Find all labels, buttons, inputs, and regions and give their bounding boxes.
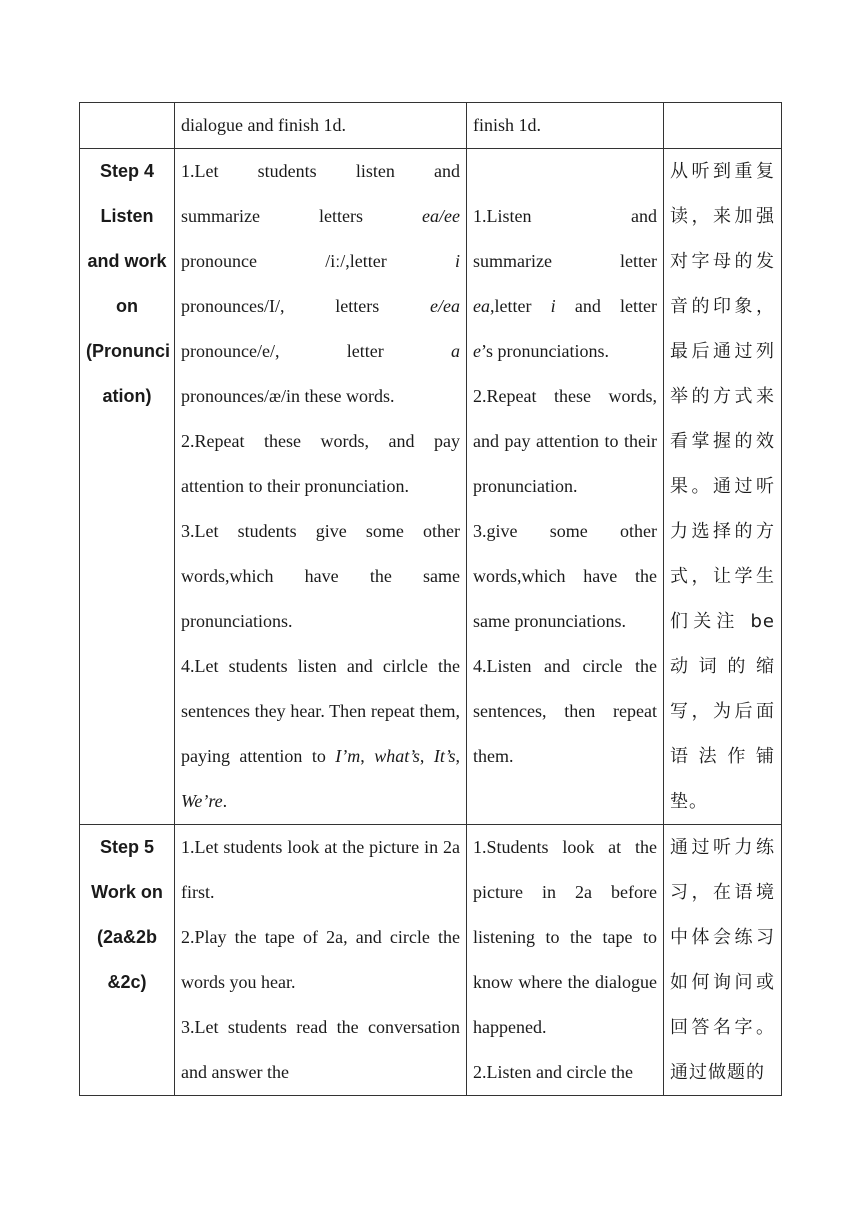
teacher-item-3: 3.Let students give some other words,which have the same pronunciations. — [181, 521, 460, 631]
text: , — [360, 746, 375, 766]
text: i — [454, 251, 460, 271]
student-item-1: 1.Students look at the picture in 2a before listening to the tape to know where the dialogue happened. — [473, 837, 657, 1037]
teacher-item-4 — [181, 644, 460, 824]
text: what’s — [374, 746, 420, 766]
teacher-line — [181, 284, 460, 329]
step5-purpose-cell: 通过听力练习，在语境中体会练习如何询问或回答名字。通过做题的 — [664, 825, 782, 1096]
step4-student-cell — [467, 149, 664, 825]
text: pronounce /iː/,letter — [181, 251, 455, 271]
text: . — [222, 791, 228, 811]
teacher-line — [181, 149, 460, 194]
step-title-line: &2c) — [107, 972, 147, 992]
student-activity-cell — [467, 103, 664, 149]
student-line — [473, 239, 657, 284]
teacher-text: dialogue and finish 1d. — [181, 115, 346, 135]
step4-title-cell — [80, 149, 175, 825]
student-line — [473, 329, 657, 374]
teacher-line — [181, 194, 460, 239]
step-title-line: Work on — [91, 882, 163, 902]
step4-teacher-cell — [175, 149, 467, 825]
student-item-2: 2.Repeat these words, and pay attention to their pronunciation. — [473, 386, 657, 496]
text: 1.Let students listen and — [181, 161, 460, 181]
text: , — [419, 746, 434, 766]
teacher-line — [181, 329, 460, 374]
step-title-line: Listen — [100, 206, 154, 226]
spacer-line — [473, 149, 657, 194]
text: 1.Listen and — [473, 206, 657, 226]
text: ea/ee — [422, 206, 460, 226]
text: summarize letters — [181, 206, 423, 226]
student-item-3: 3.give some other words,which have the same pronunciations. — [473, 521, 657, 631]
teacher-line — [181, 239, 460, 284]
text: It’s — [433, 746, 456, 766]
step-title-line: and work — [87, 251, 167, 271]
student-line — [473, 284, 657, 329]
step-title-line: on — [116, 296, 138, 316]
step5-teacher-cell — [175, 825, 467, 1096]
purpose-cell-empty — [664, 103, 782, 149]
text: pronounce/e/, letter — [181, 341, 451, 361]
text: and letter — [555, 296, 657, 316]
text: ea — [473, 296, 490, 316]
teacher-item-3: 3.Let students read the conversation and answer the — [181, 1017, 460, 1082]
table-row — [80, 103, 782, 149]
student-line — [473, 194, 657, 239]
teacher-line: pronounces/æ/in these words. — [181, 386, 395, 406]
lesson-plan-table — [79, 102, 782, 1096]
student-item-2: 2.Listen and circle the — [473, 1062, 633, 1082]
teacher-item-2: 2.Play the tape of 2a, and circle the words you hear. — [181, 927, 460, 992]
text: pronounces/I/, letters — [181, 296, 431, 316]
text: I’m — [335, 746, 361, 766]
teacher-item-2: 2.Repeat these words, and pay attention to their pronunciation. — [181, 431, 460, 496]
student-item-4: 4.Listen and circle the sentences, then repeat them. — [473, 656, 657, 766]
step-cell-empty — [80, 103, 175, 149]
text: ’s pronunciations. — [481, 341, 609, 361]
text: We’re — [181, 791, 223, 811]
teacher-activity-cell — [175, 103, 467, 149]
step4-purpose-cell: 从听到重复读，来加强对字母的发音的印象，最后通过列举的方式来看掌握的效果。通过听力选择的方式，让学生们关注 be 动词的缩写，为后面语法作铺垫。 — [664, 149, 782, 825]
step5-title-cell — [80, 825, 175, 1096]
student-text: finish 1d. — [473, 115, 542, 135]
teacher-item-1: 1.Let students look at the picture in 2a first. — [181, 837, 460, 902]
step-title-line: Step 4 — [99, 161, 155, 181]
text: e — [473, 341, 481, 361]
text: 4.Let students listen and cirlcle the sentences they hear. Then repeat them, paying attention to — [181, 656, 460, 766]
table-row-step5 — [80, 825, 782, 1096]
step5-student-cell — [467, 825, 664, 1096]
text: summarize letter — [473, 251, 657, 271]
step-title-line: Step 5 — [99, 837, 155, 857]
text: i — [550, 296, 556, 316]
step-title-line: (Pronunci — [86, 341, 170, 361]
table-row-step4 — [80, 149, 782, 825]
text: , — [455, 746, 461, 766]
text: ,letter — [490, 296, 551, 316]
step-title-line: ation) — [102, 386, 152, 406]
text: e/ea — [430, 296, 460, 316]
text: a — [451, 341, 460, 361]
step-title-line: (2a&2b — [96, 927, 158, 947]
